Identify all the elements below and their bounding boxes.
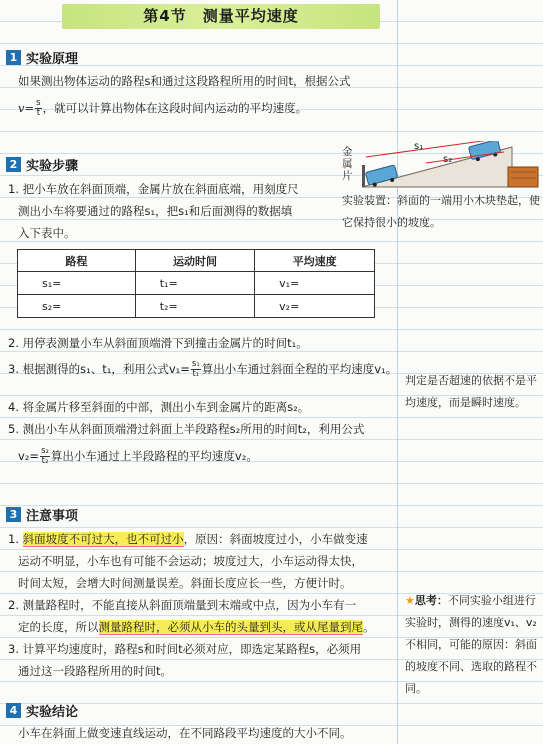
- apparatus-caption: 实验装置：斜面的一端用小木块垫起，使它保持很小的坡度。: [342, 194, 540, 229]
- fraction-denominator: t₁: [192, 369, 200, 379]
- table-cell: v₁=: [255, 272, 375, 295]
- metal-label: 金属片: [342, 146, 353, 182]
- star-icon: ★: [405, 594, 415, 607]
- note-2-highlight: 测量路程时，必须从小车的头量到头，或从尾量到尾: [98, 620, 363, 634]
- think-text: 不同实验小组进行实验时，测得的速度v₁、v₂不相同，可能的原因：斜面的坡度不同、选取的路程不同。: [405, 594, 537, 695]
- section-1-heading: [6, 48, 78, 66]
- principle-tail: ，就可以计算出物体在这段时间内运动的平均速度。: [42, 101, 308, 115]
- fraction-denominator: t: [36, 108, 41, 118]
- section-3-heading: [6, 505, 78, 523]
- wood-block: [508, 167, 538, 187]
- table-row: [18, 295, 375, 318]
- think-label: 思考：: [414, 594, 448, 607]
- principle-line-2: [18, 97, 307, 119]
- side-note-speed: 判定是否超速的依据不是平均速度，而是瞬时速度。: [405, 374, 537, 409]
- note-1-line-1: 1. 斜面坡度不可过大，也不可过小，原因：斜面坡度过小，小车做变速: [8, 532, 368, 546]
- table-cell: t₂=: [135, 295, 254, 318]
- step-5-line-1: 5. 测出小车从斜面顶端滑过斜面上半段路程s₂所用的时间t₂，利用公式: [8, 422, 365, 436]
- step-3-head: 3. 根据测得的s₁、t₁，利用公式v₁=: [8, 362, 190, 376]
- section-label: 实验原理: [26, 51, 79, 67]
- fraction-denominator: t₂: [41, 456, 49, 466]
- table-header: 平均速度: [255, 250, 375, 272]
- table-cell: v₂=: [255, 295, 375, 318]
- step-5-tail: 算出小车通过上半段路程的平均速度v₂。: [50, 449, 258, 463]
- s2-label: s₂: [443, 154, 453, 165]
- section-number: 2: [6, 157, 21, 172]
- step-3-fraction: [191, 360, 201, 379]
- note-1-rest: ，原因：斜面坡度过小，小车做变速: [183, 532, 368, 546]
- apparatus-diagram: [340, 141, 540, 193]
- step-1-line-2: 测出小车将要通过的路程s₁，把s₁和后面测得的数据填: [18, 204, 293, 218]
- table-cell: t₁=: [135, 272, 254, 295]
- step-1-line-3: 入下表中。: [18, 226, 76, 240]
- step-5-head: v₂=: [18, 449, 40, 463]
- principle-line-1: 如果测出物体运动的路程s和通过这段路程所用的时间t，根据公式: [18, 74, 351, 88]
- table-cell: s₁=: [18, 272, 136, 295]
- fraction-numerator: s₁: [191, 359, 200, 369]
- fraction-numerator: s₂: [41, 446, 49, 456]
- s1-label: s₁: [414, 141, 424, 152]
- note-3-line-2: 通过这一段路程所用的时间t。: [18, 664, 173, 678]
- note-2-line-1: 2. 测量路程时，不能直接从斜面顶端量到末端或中点，因为小车有一: [8, 598, 357, 612]
- step-3: [8, 358, 397, 380]
- section-label: 实验步骤: [26, 158, 79, 174]
- section-number: 3: [6, 507, 21, 522]
- note-1-line-3: 时间太短，会增大时间测量误差。斜面长度应长一些，方便计时。: [18, 576, 352, 590]
- note-2-line-2: [18, 616, 375, 638]
- step-4: 4. 将金属片移至斜面的中部，测出小车到金属片的距离s₂。: [8, 400, 310, 414]
- page-title: 第4节 测量平均速度: [62, 4, 380, 29]
- think-note: [405, 590, 540, 700]
- section-4-heading: [6, 701, 78, 719]
- table-header-row: [18, 250, 375, 272]
- data-table: [17, 249, 375, 318]
- metal-plate: [362, 165, 365, 187]
- note-1-highlight: 斜面坡度不可过大，也不可过小: [22, 532, 184, 546]
- note-2-pre: 定的长度，所以: [18, 620, 99, 634]
- table-header: 运动时间: [135, 250, 254, 272]
- step-5-line-2: [18, 445, 258, 467]
- step-3-tail: 算出小车通过斜面全程的平均速度v₁。: [201, 362, 398, 376]
- fraction-numerator: s: [36, 98, 41, 108]
- formula-lhs: v=: [18, 101, 35, 115]
- table-cell: s₂=: [18, 295, 136, 318]
- note-3-line-1: 3. 计算平均速度时，路程s和时间t必须对应，即选定某路程s，必须用: [8, 642, 362, 656]
- section-label: 实验结论: [26, 704, 79, 720]
- section-2-heading: [6, 155, 78, 173]
- step-2: 2. 用停表测量小车从斜面顶端滑下到撞击金属片的时间t₁。: [8, 336, 308, 350]
- note-2-end: 。: [363, 620, 375, 634]
- conclusion-text: 小车在斜面上做变速直线运动，在不同路段平均速度的大小不同。: [18, 726, 352, 740]
- step-5-fraction: [40, 447, 50, 466]
- section-label: 注意事项: [26, 508, 79, 524]
- section-number: 4: [6, 703, 21, 718]
- note-1-line-2: 运动不明显，小车也有可能不会运动；坡度过大，小车运动得太快，: [18, 554, 363, 568]
- table-row: [18, 272, 375, 295]
- section-number: 1: [6, 50, 21, 65]
- formula-fraction: [35, 99, 41, 118]
- step-1-line-1: 1. 把小车放在斜面顶端，金属片放在斜面底端，用刻度尺: [8, 182, 299, 196]
- table-header: 路程: [18, 250, 136, 272]
